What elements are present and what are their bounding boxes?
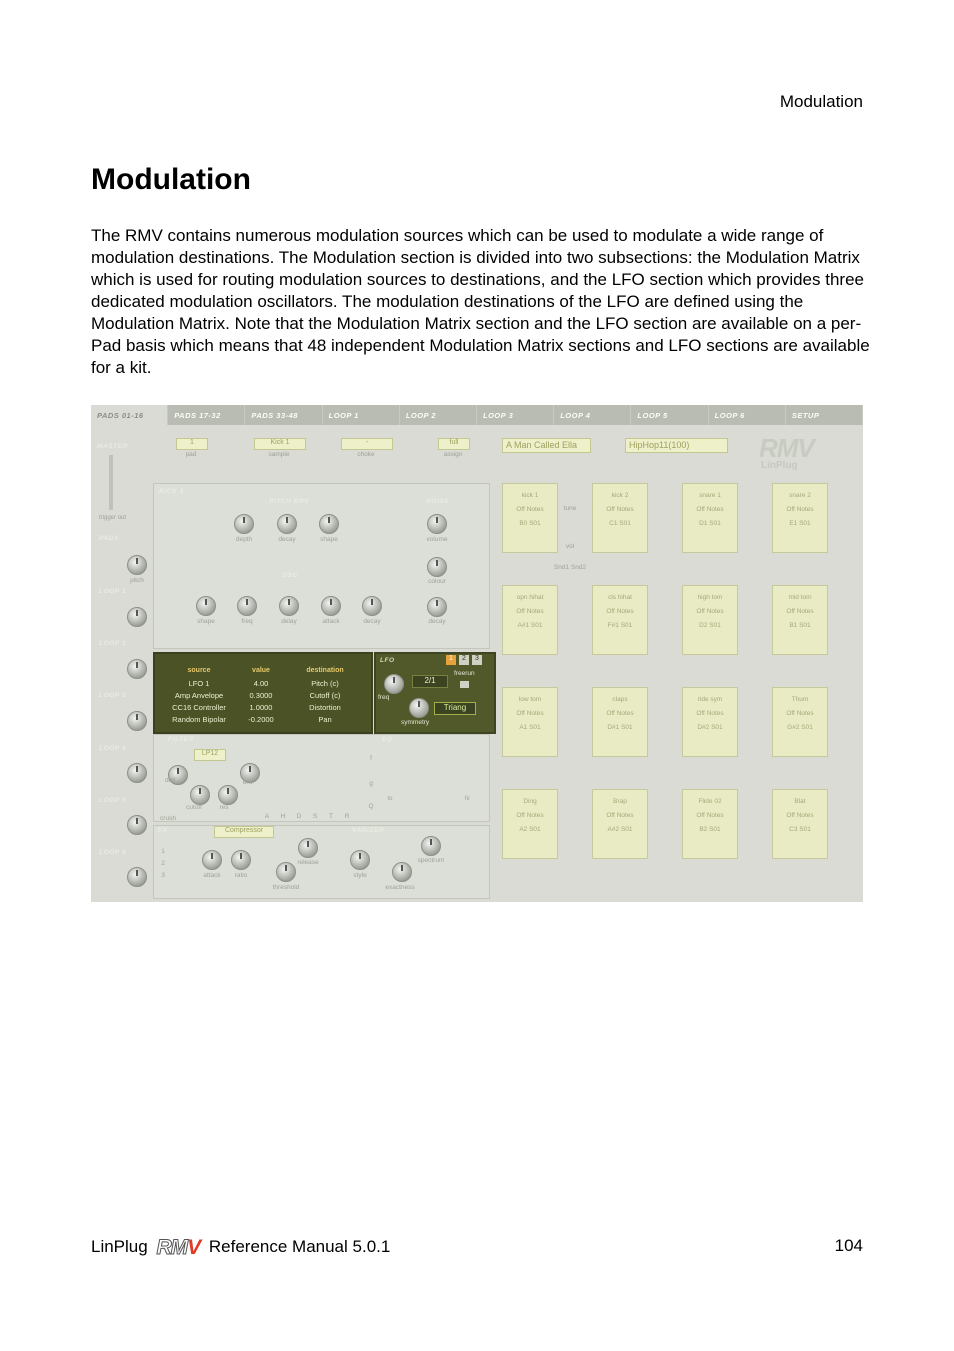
eq-g-label: g	[369, 780, 373, 787]
osc-decay-knob[interactable]	[362, 596, 382, 616]
shape-label: shape	[320, 536, 338, 543]
matrix-destination[interactable]: Distortion	[309, 703, 341, 712]
rmv-screenshot	[91, 405, 863, 902]
eq-title: EQ	[382, 736, 393, 743]
master-fader[interactable]	[109, 455, 113, 510]
running-header: Modulation	[779, 92, 863, 111]
footer-left	[91, 1236, 390, 1260]
matrix-row[interactable]	[159, 679, 367, 690]
loop-name-field[interactable]: HipHop11(100)	[625, 438, 728, 453]
depth-label: depth	[235, 536, 253, 543]
exactness-knob[interactable]	[392, 862, 412, 882]
tab-loop-6[interactable]: LOOP 6	[709, 405, 786, 425]
matrix-row[interactable]	[159, 691, 367, 702]
rmv-footer-logo: RMV	[156, 1236, 201, 1259]
matrix-source[interactable]: LFO 1	[188, 679, 210, 688]
matrix-source[interactable]: CC16 Controller	[172, 703, 226, 712]
colour-label: colour	[428, 578, 446, 585]
crush-label: crush	[160, 815, 176, 822]
loop6-pitch-knob[interactable]	[127, 867, 147, 887]
matrix-value[interactable]: 4.00	[253, 679, 269, 688]
kit-name-field[interactable]: A Man Called Ella	[502, 438, 591, 453]
pad-slot[interactable]: claps Off Notes D#1 S01	[592, 687, 648, 757]
matrix-destination[interactable]: Pitch (c)	[311, 679, 339, 688]
assign-field-label: assign	[443, 451, 463, 458]
tab-loop-5[interactable]: LOOP 5	[631, 405, 708, 425]
eq-q-label: Q	[368, 803, 374, 810]
snd-label: Snd1 Snd2	[553, 564, 587, 571]
mod-matrix-display	[153, 652, 373, 734]
tab-bar	[91, 405, 863, 425]
osc-shape-label: shape	[197, 618, 215, 625]
spectrum-knob[interactable]	[421, 836, 441, 856]
pads-title: PADS	[99, 535, 119, 542]
matrix-row[interactable]	[159, 715, 367, 726]
slider-s-label: S	[312, 813, 318, 820]
pitch-label: pitch	[130, 577, 144, 584]
pad-slot[interactable]: kick 2 Off Notes C1 S01	[592, 483, 648, 553]
attack-knob[interactable]	[202, 850, 222, 870]
footer-brand: LinPlug	[91, 1237, 148, 1256]
fx-type-dropdown[interactable]: Compressor	[214, 826, 274, 838]
slider-r-label: R	[344, 813, 350, 820]
matrix-destination[interactable]: Cutoff (c)	[309, 691, 341, 700]
trigger-out-label: trigger out	[99, 515, 127, 521]
filter-panel	[153, 734, 490, 822]
loop6-title: LOOP 6	[99, 849, 127, 856]
osc-decay-label: decay	[363, 618, 381, 625]
release-label: release	[297, 859, 319, 866]
slider-a-label: A	[264, 813, 270, 820]
loop5-title: LOOP 5	[99, 797, 127, 804]
volume-label: volume	[426, 536, 448, 543]
dist-label: dist	[164, 777, 176, 784]
style-knob[interactable]	[350, 850, 370, 870]
pad-slot[interactable]: opn hihat Off Notes A#1 S01	[502, 585, 558, 655]
noise-decay-label: decay	[428, 618, 446, 625]
pad-slot[interactable]: Brap Off Notes A#2 S01	[592, 789, 648, 859]
loop4-title: LOOP 4	[99, 745, 127, 752]
pad-slot[interactable]: Flide 02 Off Notes B2 S01	[682, 789, 738, 859]
pad-field-label: pad	[185, 451, 197, 458]
master-title: MASTER	[97, 443, 129, 450]
matrix-source[interactable]: Amp Anvelope	[174, 691, 224, 700]
rmv-logo: RMV	[759, 433, 814, 463]
choke-field-label: choke	[357, 451, 375, 458]
tab-loop-2[interactable]: LOOP 2	[400, 405, 477, 425]
kick-panel-title: KICK 1	[159, 488, 184, 495]
pitch-decay-knob[interactable]	[277, 514, 297, 534]
pads-pitch-knob[interactable]	[127, 555, 147, 575]
pitch-shape-knob[interactable]	[319, 514, 339, 534]
matrix-source[interactable]: Random Bipolar	[172, 715, 226, 724]
loop4-pitch-knob[interactable]	[127, 763, 147, 783]
slider-h-label: H	[280, 813, 286, 820]
sample-field-label: sample	[268, 451, 290, 458]
filter-type-field[interactable]: LP12	[194, 749, 226, 761]
matrix-value[interactable]: 0.3000	[249, 691, 273, 700]
loop5-pitch-knob[interactable]	[127, 815, 147, 835]
linplug-brand: LinPlug	[761, 460, 798, 471]
matrix-row[interactable]	[159, 703, 367, 714]
footer-manual: Reference Manual 5.0.1	[208, 1237, 391, 1256]
loop3-title: LOOP 3	[99, 692, 127, 699]
pad-slot[interactable]: Blat Off Notes C3 S01	[772, 789, 828, 859]
res-knob[interactable]	[218, 785, 238, 805]
lfo-3-button[interactable]: 3	[472, 655, 482, 665]
freerun-label: freerun	[454, 670, 475, 677]
loop2-title: LOOP 2	[99, 640, 127, 647]
fx-button-1[interactable]: 1	[161, 848, 165, 855]
matrix-destination[interactable]: Pan	[318, 715, 332, 724]
assign-field[interactable]: full	[438, 438, 470, 450]
pad-slot[interactable]: cls hihat Off Notes F#1 S01	[592, 585, 648, 655]
fx-button-3[interactable]: 3	[161, 872, 165, 879]
pad-slot[interactable]: kick 1 Off Notes B0 S01	[502, 483, 558, 553]
lfo-freq-knob[interactable]	[384, 674, 404, 694]
pad-slot[interactable]: Ding Off Notes A2 S01	[502, 789, 558, 859]
noise-title: NOISE	[426, 498, 450, 505]
lfo-2-button[interactable]: 2	[459, 655, 469, 665]
osc-attack-label: attack	[322, 618, 340, 625]
lfo-1-button[interactable]: 1	[446, 655, 456, 665]
sample-field[interactable]: Kick 1	[254, 438, 306, 450]
slider-t-label: T	[329, 813, 333, 820]
fx-panel	[153, 825, 490, 899]
tab-setup[interactable]: SETUP	[786, 405, 863, 425]
vol-label: vol	[565, 543, 575, 550]
osc-shape-knob[interactable]	[196, 596, 216, 616]
osc-delay-knob[interactable]	[279, 596, 299, 616]
osc-delay-label: delay	[281, 618, 297, 625]
loop1-pitch-knob[interactable]	[127, 607, 147, 627]
env-label: env	[242, 779, 254, 786]
noise-volume-knob[interactable]	[427, 514, 447, 534]
tab-loop-3[interactable]: LOOP 3	[477, 405, 554, 425]
lfo-freq-label: freq	[378, 694, 390, 701]
matrix-value[interactable]: 1.0000	[249, 703, 273, 712]
source-header: source	[187, 667, 211, 674]
fx-title: FX	[158, 827, 168, 834]
osc-title: OSC	[282, 572, 298, 579]
pad-slot[interactable]: mid tom Off Notes B1 S01	[772, 585, 828, 655]
matrix-value[interactable]: -0.2000	[248, 715, 274, 724]
tune-label: tune	[563, 505, 577, 512]
pad-slot[interactable]: snare 1 Off Notes D1 S01	[682, 483, 738, 553]
pad-slot[interactable]: high tom Off Notes D2 S01	[682, 585, 738, 655]
tab-pads-01-16[interactable]: PADS 01-16	[91, 405, 168, 425]
res-label: res	[219, 804, 229, 811]
eq-f-label: f	[370, 755, 372, 762]
release-knob[interactable]	[298, 838, 318, 858]
eq-hi-label: hi	[464, 795, 470, 802]
loop3-pitch-knob[interactable]	[127, 711, 147, 731]
loop2-pitch-knob[interactable]	[127, 659, 147, 679]
lfo-title: LFO	[380, 657, 395, 664]
tab-loop-4[interactable]: LOOP 4	[554, 405, 631, 425]
eq-lo-label: lo	[387, 795, 393, 802]
osc-attack-knob[interactable]	[321, 596, 341, 616]
lfo-rate-display[interactable]: 2/1	[412, 675, 448, 688]
pad-slot[interactable]: low tom Off Notes A1 S01	[502, 687, 558, 757]
pad-number-field[interactable]: 1	[176, 438, 208, 450]
kick-panel	[153, 483, 490, 649]
osc-freq-label: freq	[241, 618, 253, 625]
slider-d-label: D	[296, 813, 302, 820]
tab-loop-1[interactable]: LOOP 1	[323, 405, 400, 425]
threshold-label: threshold	[272, 884, 300, 891]
pitch-depth-knob[interactable]	[234, 514, 254, 534]
choke-field[interactable]: -	[341, 438, 393, 450]
noise-colour-knob[interactable]	[427, 557, 447, 577]
filter-title: FILTER	[168, 736, 194, 743]
page-number: 104	[834, 1236, 863, 1255]
spectrum-label: spectrum	[417, 857, 445, 864]
ratio-label: ratio	[234, 872, 248, 879]
section-title: Modulation	[91, 163, 251, 196]
loop1-title: LOOP 1	[99, 588, 127, 595]
decay-label: decay	[278, 536, 296, 543]
intro-paragraph: The RMV contains numerous modulation sources which can be used to modulate a wide range of modulation destinations. The Modulation section is divided into two subsections: the Modulation Matrix which is used for routing modulation sources to destinations, and the LFO section which provides three dedicated modulation oscillators. The modulation destinations of the LFO are defined using the Modulation Matrix. Note that the Modulation Matrix section and the LFO section are available on a per-Pad basis which means that 48 independent Modulation Matrix sections and LFO sections are available for a kit.	[91, 226, 870, 377]
pad-slot[interactable]: ride sym Off Notes D#2 S01	[682, 687, 738, 757]
freerun-toggle[interactable]	[460, 681, 469, 688]
lfo-symmetry-knob[interactable]	[409, 698, 429, 718]
cutoff-label: cutoff	[186, 804, 202, 811]
osc-freq-knob[interactable]	[237, 596, 257, 616]
matrix-header	[159, 667, 367, 678]
tab-pads-17-32[interactable]: PADS 17-32	[168, 405, 245, 425]
noise-decay-knob[interactable]	[427, 597, 447, 617]
lfo-wave-selector[interactable]: Triang	[434, 702, 476, 715]
pad-slot[interactable]: snare 2 Off Notes E1 S01	[772, 483, 828, 553]
exactness-label: exactness	[385, 884, 415, 891]
value-header: value	[252, 667, 270, 674]
destination-header: destination	[306, 667, 344, 674]
cutoff-knob[interactable]	[190, 785, 210, 805]
tab-pads-33-48[interactable]: PADS 33-48	[245, 405, 322, 425]
symmetry-label: symmetry	[401, 719, 430, 726]
lfo-panel	[374, 652, 496, 734]
ratio-knob[interactable]	[231, 850, 251, 870]
varizer-title: VARIZER	[352, 827, 385, 834]
attack-label: attack	[203, 872, 221, 879]
style-label: style	[353, 872, 367, 879]
pitch-env-title: PITCH ENV	[269, 498, 310, 505]
fx-button-2[interactable]: 2	[161, 860, 165, 867]
pad-slot[interactable]: Thum Off Notes G#2 S01	[772, 687, 828, 757]
